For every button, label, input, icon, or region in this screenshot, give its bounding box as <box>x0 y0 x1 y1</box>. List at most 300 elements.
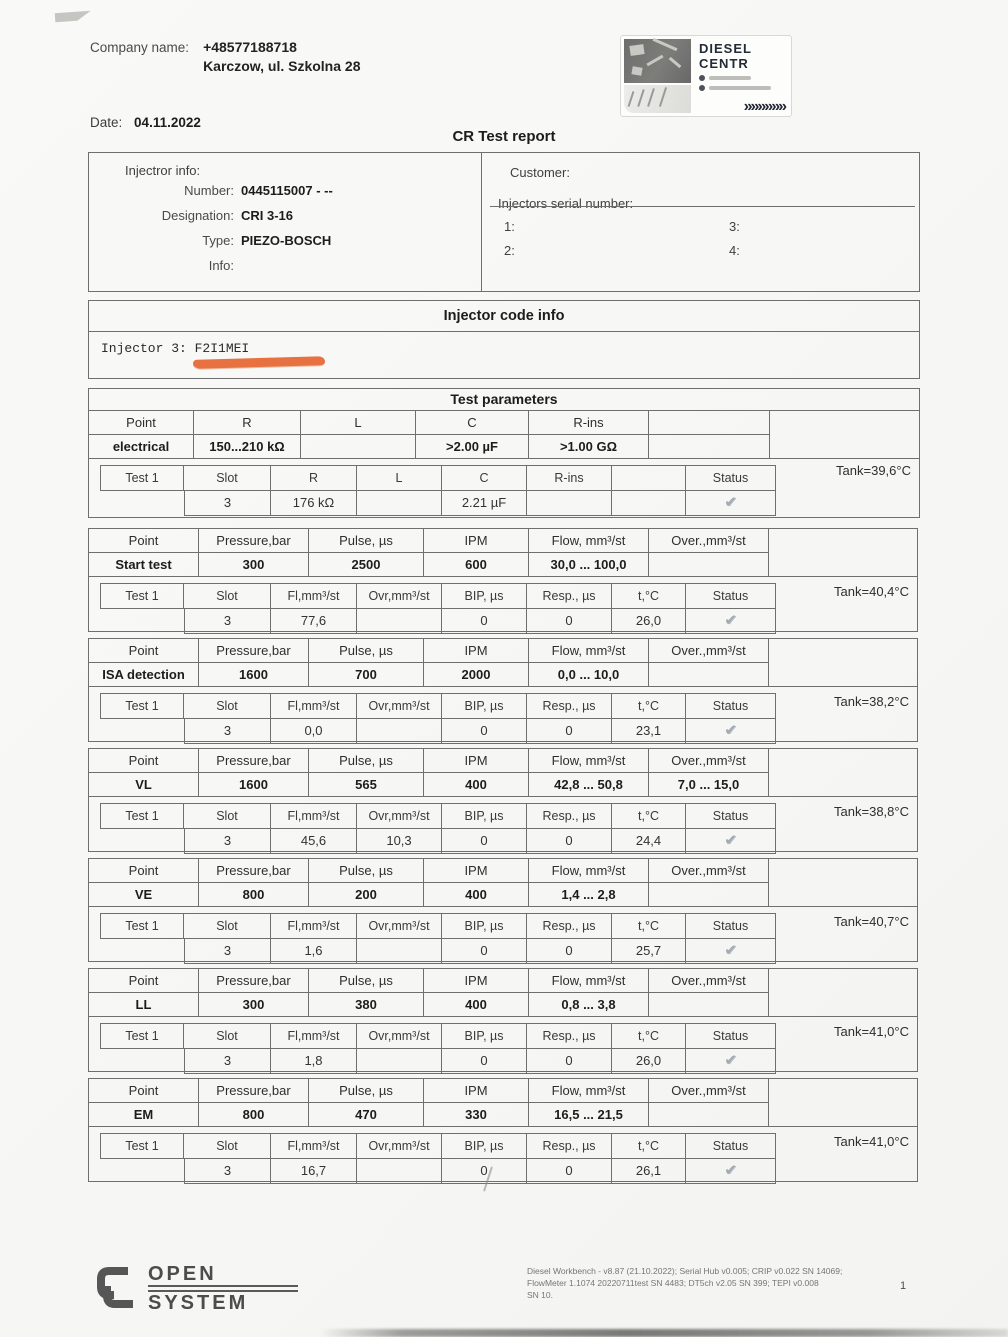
status-check-icon: ✔ <box>724 942 737 959</box>
section-title: Test parameters <box>89 389 919 411</box>
col-header: Slot <box>184 465 271 491</box>
col-header: Fl,mm³/st <box>271 693 357 719</box>
status-cell <box>686 829 776 854</box>
tank-temperature: Tank=38,8°C <box>834 804 909 819</box>
col-header: IPM <box>424 529 529 553</box>
injector-info-panel <box>89 153 482 291</box>
empty-cell <box>612 491 686 516</box>
col-header: Resp., µs <box>527 693 612 719</box>
t-value: 24,4 <box>612 829 686 854</box>
col-header: Status <box>686 803 776 829</box>
test-label: Test 1 <box>100 913 184 939</box>
customer-label: Customer: <box>510 165 570 180</box>
fl-value: 1,6 <box>271 939 357 964</box>
status-check-icon: ✔ <box>724 722 737 739</box>
status-check-icon: ✔ <box>724 494 737 511</box>
type-label: Type: <box>202 233 234 248</box>
empty-cell <box>769 529 917 552</box>
col-header: Status <box>686 1023 776 1049</box>
col-header: Pressure,bar <box>199 969 309 993</box>
flow-test-sections <box>88 528 918 1188</box>
number-value: 0445115007 - -- <box>241 183 333 198</box>
l-value <box>357 491 442 516</box>
col-header: Pulse, µs <box>309 1079 424 1103</box>
col-header: BIP, µs <box>442 693 527 719</box>
col-header: Status <box>686 1133 776 1159</box>
injector-info-title: Injectror info: <box>125 163 201 178</box>
injector-code-title: Injector code info <box>89 301 919 332</box>
parameters-table <box>89 529 917 577</box>
col-header: Fl,mm³/st <box>271 583 357 609</box>
col-header: Resp., µs <box>527 1023 612 1049</box>
col-header: Status <box>686 465 776 491</box>
test1-table <box>100 1023 776 1074</box>
empty-cell <box>769 1079 917 1102</box>
col-header: Pressure,bar <box>199 1079 309 1103</box>
col-header: Slot <box>184 583 271 609</box>
col-header: t,°C <box>612 803 686 829</box>
col-header: Pressure,bar <box>199 529 309 553</box>
col-header: Over.,mm³/st <box>649 1079 769 1103</box>
parameters-table <box>89 969 917 1017</box>
ipm-value: 2000 <box>424 663 529 686</box>
injectors-photo <box>624 85 691 113</box>
over-range <box>649 663 769 686</box>
flow-range: 1,4 ... 2,8 <box>529 883 649 906</box>
serial-slot-3: 3: <box>729 219 740 234</box>
status-cell <box>686 719 776 744</box>
ipm-value: 400 <box>424 993 529 1016</box>
col-header: IPM <box>424 749 529 773</box>
col-header: Point <box>89 969 199 993</box>
over-range <box>649 1103 769 1126</box>
resp-value: 0 <box>527 1049 612 1074</box>
col-header: Flow, mm³/st <box>529 969 649 993</box>
t-value: 26,0 <box>612 609 686 634</box>
col-header: Flow, mm³/st <box>529 529 649 553</box>
col-header: Ovr,mm³/st <box>357 1023 442 1049</box>
contact-text-blur <box>709 76 751 80</box>
col-header: Flow, mm³/st <box>529 1079 649 1103</box>
test-result-row <box>100 1159 776 1184</box>
status-cell <box>686 1049 776 1074</box>
pressure-value: 300 <box>199 993 309 1016</box>
col-header: R <box>194 411 301 435</box>
ovr-value <box>357 939 442 964</box>
serial-slot-2: 2: <box>504 243 515 258</box>
empty-cell <box>770 411 919 434</box>
over-range <box>649 993 769 1016</box>
c-value: 2.21 µF <box>442 491 527 516</box>
scan-corner-artifact <box>55 11 92 22</box>
ipm-value: 330 <box>424 1103 529 1126</box>
empty-cell <box>769 859 917 882</box>
col-header: Ovr,mm³/st <box>357 913 442 939</box>
status-check-icon: ✔ <box>724 1052 737 1069</box>
fl-value: 77,6 <box>271 609 357 634</box>
c-spec: >2.00 µF <box>416 435 529 458</box>
empty-cell <box>769 749 917 772</box>
point-name: Start test <box>89 553 199 576</box>
status-cell <box>686 491 776 516</box>
col-header: Pressure,bar <box>199 859 309 883</box>
test-result-row <box>100 609 776 634</box>
col-header: BIP, µs <box>442 1023 527 1049</box>
logo-brand-line1: DIESEL <box>699 41 752 56</box>
bip-value: 0 <box>442 829 527 854</box>
col-header: L <box>301 411 416 435</box>
col-header: Over.,mm³/st <box>649 749 769 773</box>
slot-value: 3 <box>184 719 271 744</box>
page-title: CR Test report <box>452 128 556 145</box>
fineprint-line: Diesel Workbench - v8.87 (21.10.2022); Serial Hub v0.005; CRIP v0.022 SN 14069; <box>527 1266 843 1276</box>
rins-spec: >1.00 GΩ <box>529 435 649 458</box>
col-header: Resp., µs <box>527 583 612 609</box>
point-name: VE <box>89 883 199 906</box>
point-name: VL <box>89 773 199 796</box>
slot-value: 3 <box>184 1049 271 1074</box>
col-header: Point <box>89 639 199 663</box>
test-label: Test 1 <box>100 1023 184 1049</box>
tank-temperature: Tank=39,6°C <box>836 463 911 478</box>
open-system-logo <box>92 1262 298 1313</box>
col-header: Pressure,bar <box>199 639 309 663</box>
empty-cell <box>100 829 184 853</box>
col-header: Slot <box>184 1023 271 1049</box>
slot-value: 3 <box>184 1159 271 1184</box>
pulse-value: 470 <box>309 1103 424 1126</box>
col-header: IPM <box>424 1079 529 1103</box>
tank-temperature: Tank=41,0°C <box>834 1024 909 1039</box>
col-header: Pulse, µs <box>309 639 424 663</box>
fl-value: 16,7 <box>271 1159 357 1184</box>
slot-value: 3 <box>184 491 271 516</box>
col-header: t,°C <box>612 913 686 939</box>
test-result-row <box>100 491 776 516</box>
col-header: t,°C <box>612 583 686 609</box>
diesel-centr-logo <box>620 35 792 117</box>
over-range <box>649 883 769 906</box>
col-header: Slot <box>184 803 271 829</box>
logo-text-open: OPEN <box>148 1263 217 1285</box>
col-header: BIP, µs <box>442 913 527 939</box>
col-header: C <box>416 411 529 435</box>
ovr-value: 10,3 <box>357 829 442 854</box>
over-range: 7,0 ... 15,0 <box>649 773 769 796</box>
pulse-value: 700 <box>309 663 424 686</box>
parameters-table <box>89 1079 917 1127</box>
over-range <box>649 553 769 576</box>
flow-range: 0,8 ... 3,8 <box>529 993 649 1016</box>
injector-customer-box <box>88 152 920 292</box>
logo-contact-row <box>699 75 785 81</box>
logo-photo-collage <box>621 36 691 116</box>
company-phone: +48577188718 <box>203 39 297 55</box>
col-header: BIP, µs <box>442 1133 527 1159</box>
col-header: Ovr,mm³/st <box>357 583 442 609</box>
test-point-section <box>88 638 918 742</box>
bip-value: 0 <box>442 1159 527 1184</box>
col-header: Fl,mm³/st <box>271 1133 357 1159</box>
t-value: 25,7 <box>612 939 686 964</box>
col-header <box>612 465 686 491</box>
divider <box>490 206 915 207</box>
status-cell <box>686 939 776 964</box>
ipm-value: 400 <box>424 883 529 906</box>
empty-cell <box>769 969 917 992</box>
fl-value: 1,8 <box>271 1049 357 1074</box>
col-header: Flow, mm³/st <box>529 639 649 663</box>
slot-value: 3 <box>184 939 271 964</box>
pressure-value: 1600 <box>199 663 309 686</box>
designation-label: Designation: <box>161 208 234 223</box>
electrical-test1-table <box>100 465 776 516</box>
fineprint-line: SN 10. <box>527 1289 553 1300</box>
r-value: 176 kΩ <box>271 491 357 516</box>
parameters-table <box>89 749 917 797</box>
test1-table <box>100 913 776 964</box>
col-header: IPM <box>424 639 529 663</box>
point-name: electrical <box>89 435 194 458</box>
test1-table <box>100 693 776 744</box>
bip-value: 0 <box>442 939 527 964</box>
fl-value: 0,0 <box>271 719 357 744</box>
test-point-section <box>88 528 918 632</box>
col-header <box>649 411 770 435</box>
col-header: t,°C <box>612 1023 686 1049</box>
col-header: Point <box>89 859 199 883</box>
resp-value: 0 <box>527 829 612 854</box>
flow-range: 42,8 ... 50,8 <box>529 773 649 796</box>
col-header: Status <box>686 693 776 719</box>
status-check-icon: ✔ <box>724 612 737 629</box>
col-header: Slot <box>184 913 271 939</box>
serial-slot-1: 1: <box>504 219 515 234</box>
contact-text-blur <box>709 86 771 90</box>
tank-temperature: Tank=41,0°C <box>834 1134 909 1149</box>
col-header: R-ins <box>529 411 649 435</box>
status-check-icon: ✔ <box>724 832 737 849</box>
test-result-row <box>100 939 776 964</box>
empty-cell <box>100 1049 184 1073</box>
col-header: Point <box>89 1079 199 1103</box>
col-header: IPM <box>424 969 529 993</box>
date-value: 04.11.2022 <box>134 115 201 130</box>
test1-table <box>100 583 776 634</box>
col-header: BIP, µs <box>442 803 527 829</box>
col-header: Point <box>89 749 199 773</box>
col-header: Slot <box>184 1133 271 1159</box>
empty-cell <box>769 639 917 662</box>
pulse-value: 2500 <box>309 553 424 576</box>
electrical-parameters-table <box>89 411 919 459</box>
point-name: LL <box>89 993 199 1016</box>
ovr-value <box>357 719 442 744</box>
col-header: Status <box>686 913 776 939</box>
col-header: Flow, mm³/st <box>529 859 649 883</box>
col-header: Ovr,mm³/st <box>357 803 442 829</box>
location-icon <box>699 85 705 91</box>
pressure-value: 1600 <box>199 773 309 796</box>
fineprint-line: FlowMeter 1.1074 20220711test SN 4483; DT5ch v2.05 SN 399; TEPI v0.008 <box>527 1277 819 1288</box>
col-header: C <box>442 465 527 491</box>
flow-range: 0,0 ... 10,0 <box>529 663 649 686</box>
col-header: BIP, µs <box>442 583 527 609</box>
test-result-row <box>100 1049 776 1074</box>
logo-contact-row <box>699 85 785 91</box>
tank-temperature: Tank=38,2°C <box>834 694 909 709</box>
test1-table <box>100 803 776 854</box>
empty-cell <box>100 719 184 743</box>
pulse-value: 565 <box>309 773 424 796</box>
col-header: Status <box>686 583 776 609</box>
col-header: Pressure,bar <box>199 749 309 773</box>
empty-cell <box>100 1159 184 1183</box>
bip-value: 0 <box>442 609 527 634</box>
status-cell <box>686 609 776 634</box>
company-address: Karczow, ul. Szkolna 28 <box>203 58 361 74</box>
test-result-row <box>100 829 776 854</box>
point-name: EM <box>89 1103 199 1126</box>
r-spec: 150...210 kΩ <box>194 435 301 458</box>
company-name-label: Company name: <box>90 40 190 55</box>
resp-value: 0 <box>527 609 612 634</box>
test-point-section <box>88 748 918 852</box>
logo-divider-lines <box>148 1285 298 1292</box>
fl-value: 45,6 <box>271 829 357 854</box>
t-value: 26,0 <box>612 1049 686 1074</box>
test-label: Test 1 <box>100 803 184 829</box>
open-system-icon <box>92 1262 142 1312</box>
col-header: Over.,mm³/st <box>649 969 769 993</box>
scan-edge-artifact <box>320 1329 1008 1337</box>
col-header: Ovr,mm³/st <box>357 693 442 719</box>
col-header: Resp., µs <box>527 803 612 829</box>
col-header: Over.,mm³/st <box>649 639 769 663</box>
serial-numbers-label: Injectors serial number: <box>498 196 634 211</box>
status-cell <box>686 1159 776 1184</box>
page-number: 1 <box>900 1280 907 1292</box>
col-header: Over.,mm³/st <box>649 859 769 883</box>
col-header: Ovr,mm³/st <box>357 1133 442 1159</box>
ovr-value <box>357 1159 442 1184</box>
test-label: Test 1 <box>100 465 184 491</box>
col-header: Resp., µs <box>527 913 612 939</box>
col-header: Over.,mm³/st <box>649 529 769 553</box>
pressure-value: 800 <box>199 1103 309 1126</box>
empty-cell <box>100 939 184 963</box>
l-spec <box>301 435 416 458</box>
empty-cell <box>100 491 184 515</box>
col-header: R <box>271 465 357 491</box>
col-header: Pulse, µs <box>309 529 424 553</box>
company-header <box>90 38 360 76</box>
rins-value <box>527 491 612 516</box>
empty-cell <box>100 609 184 633</box>
col-header: Fl,mm³/st <box>271 1023 357 1049</box>
resp-value: 0 <box>527 719 612 744</box>
t-value: 23,1 <box>612 719 686 744</box>
date-label: Date: <box>90 115 123 130</box>
test-label: Test 1 <box>100 583 184 609</box>
phone-icon <box>699 75 705 81</box>
resp-value: 0 <box>527 1159 612 1184</box>
test-label: Test 1 <box>100 693 184 719</box>
flow-range: 16,5 ... 21,5 <box>529 1103 649 1126</box>
test1-table <box>100 1133 776 1184</box>
serial-slot-4: 4: <box>729 243 740 258</box>
slot-value: 3 <box>184 609 271 634</box>
test-point-section <box>88 968 918 1072</box>
parameters-table <box>89 859 917 907</box>
col-header: Pulse, µs <box>309 749 424 773</box>
parameters-table <box>89 639 917 687</box>
status-check-icon: ✔ <box>724 1162 737 1179</box>
info-label: Info: <box>208 258 234 273</box>
injector-code-section <box>88 300 920 379</box>
col-header: Pulse, µs <box>309 969 424 993</box>
designation-value: CRI 3-16 <box>241 208 294 223</box>
col-header: t,°C <box>612 693 686 719</box>
col-header: L <box>357 465 442 491</box>
ipm-value: 600 <box>424 553 529 576</box>
software-version-fineprint <box>527 1266 899 1302</box>
pulse-value: 200 <box>309 883 424 906</box>
electrical-test-section <box>88 388 920 518</box>
col-header: Resp., µs <box>527 1133 612 1159</box>
col-header: Fl,mm³/st <box>271 803 357 829</box>
ovr-value <box>357 609 442 634</box>
test-result-row <box>100 719 776 744</box>
number-label: Number: <box>184 183 234 198</box>
test-label: Test 1 <box>100 1133 184 1159</box>
ipm-value: 400 <box>424 773 529 796</box>
point-name: ISA detection <box>89 663 199 686</box>
flow-range: 30,0 ... 100,0 <box>529 553 649 576</box>
col-header: Fl,mm³/st <box>271 913 357 939</box>
empty-cell <box>649 435 770 458</box>
tank-temperature: Tank=40,4°C <box>834 584 909 599</box>
orange-highlight-marker <box>193 356 325 369</box>
bip-value: 0 <box>442 719 527 744</box>
resp-value: 0 <box>527 939 612 964</box>
col-header: Slot <box>184 693 271 719</box>
pressure-value: 300 <box>199 553 309 576</box>
col-header: IPM <box>424 859 529 883</box>
col-header: Point <box>89 411 194 435</box>
chevrons-icon: »»»»»» <box>743 98 785 115</box>
test-point-section <box>88 858 918 962</box>
col-header: R-ins <box>527 465 612 491</box>
logo-brand-line2: CENTR <box>699 56 749 71</box>
info-value <box>234 253 241 278</box>
type-value: PIEZO-BOSCH <box>241 233 332 248</box>
customer-panel <box>482 153 919 291</box>
pressure-value: 800 <box>199 883 309 906</box>
ovr-value <box>357 1049 442 1074</box>
injector-code-value: Injector 3: F2I1MEI <box>101 341 250 356</box>
slot-value: 3 <box>184 829 271 854</box>
col-header: Flow, mm³/st <box>529 749 649 773</box>
test-point-section <box>88 1078 918 1182</box>
col-header: Pulse, µs <box>309 859 424 883</box>
tank-temperature: Tank=40,7°C <box>834 914 909 929</box>
tools-photo <box>624 39 691 83</box>
col-header: Point <box>89 529 199 553</box>
logo-text-system: SYSTEM <box>148 1292 249 1314</box>
col-header: t,°C <box>612 1133 686 1159</box>
t-value: 26,1 <box>612 1159 686 1184</box>
